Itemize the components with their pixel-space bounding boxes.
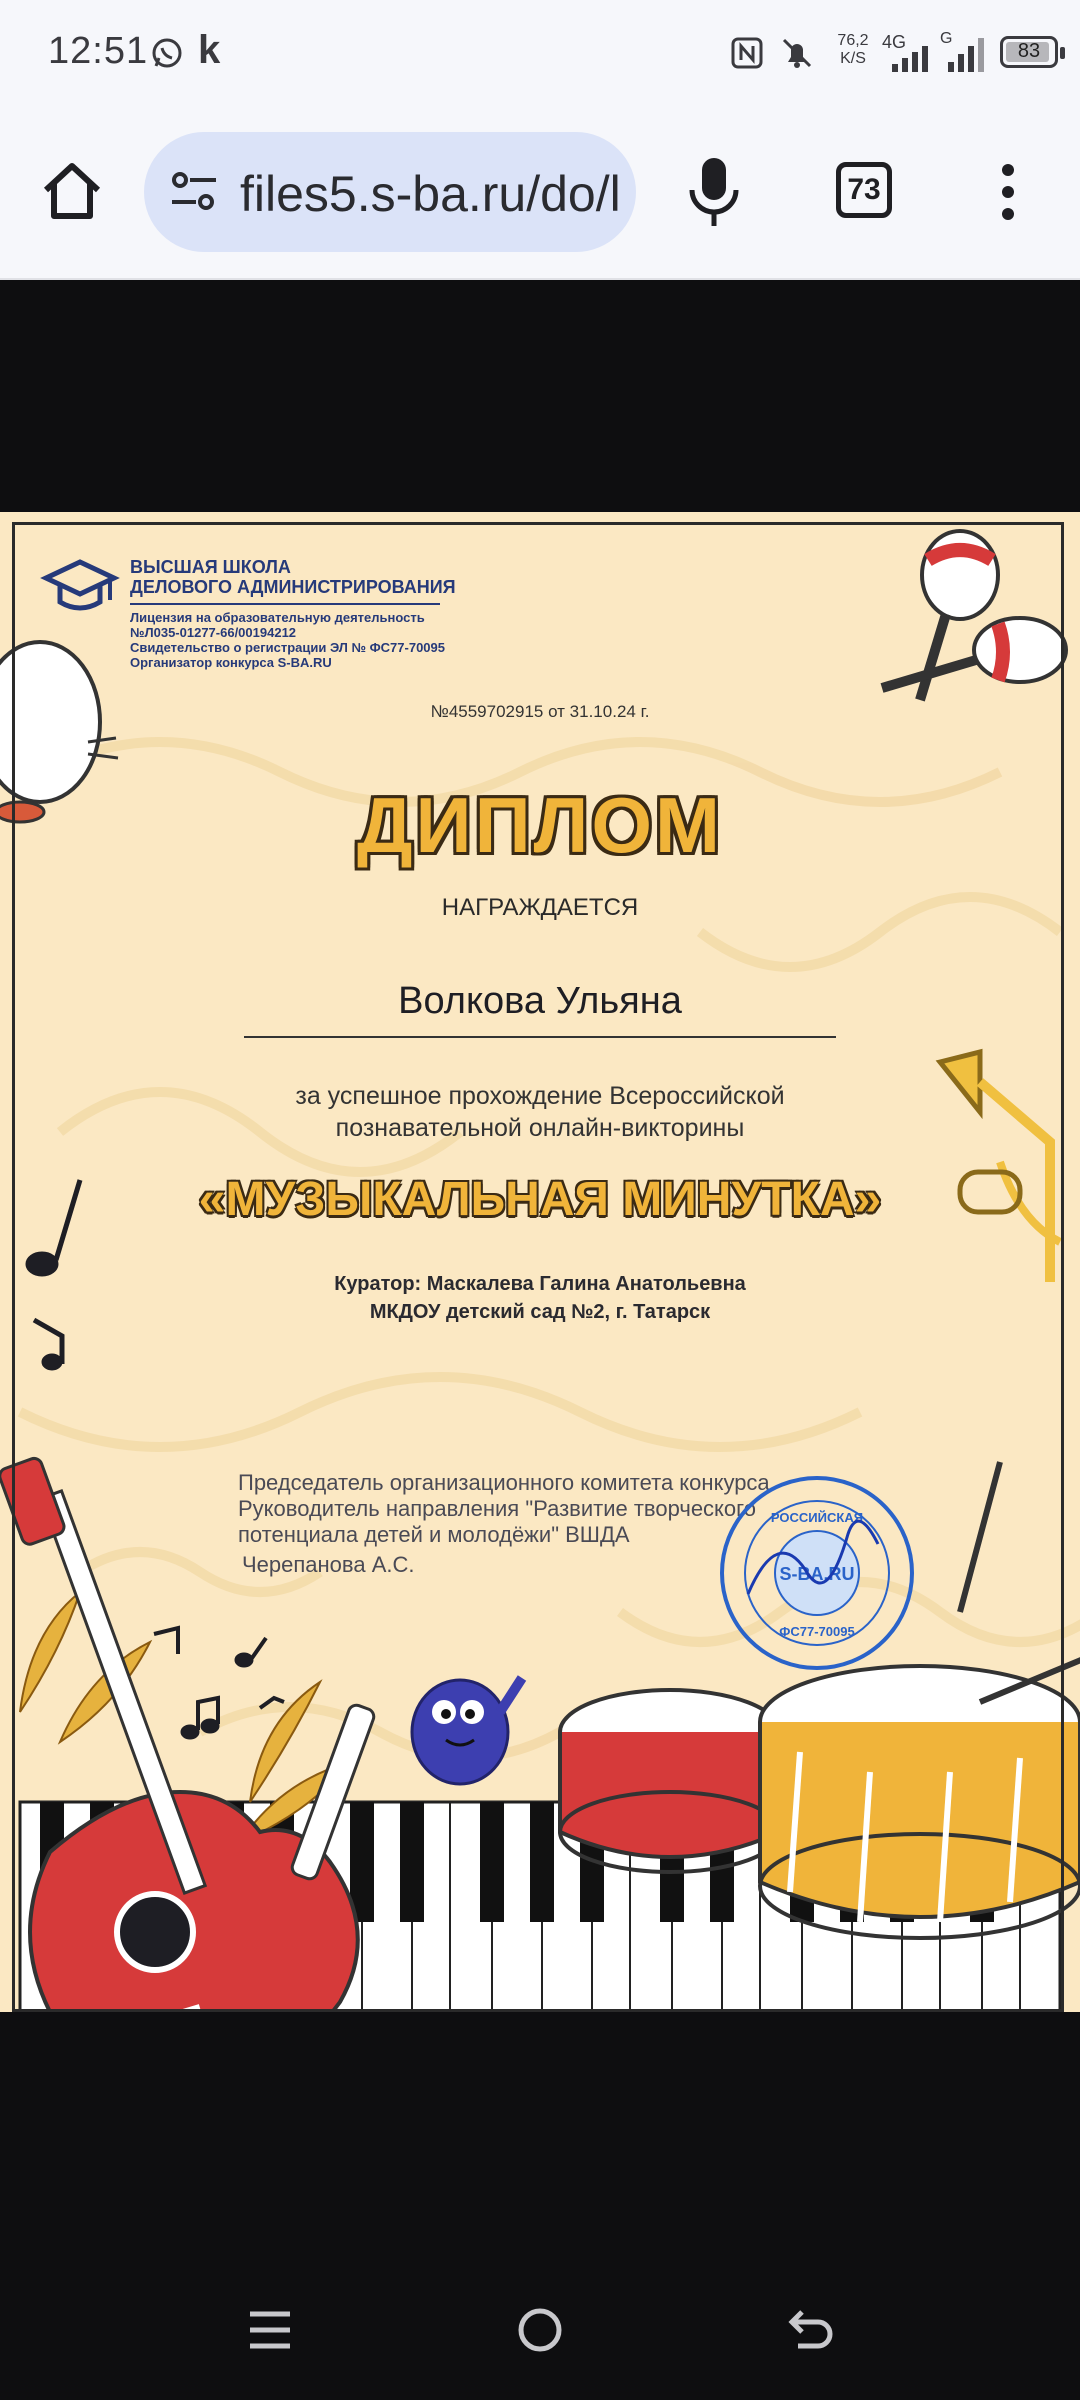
home-circle-icon[interactable] [510, 2300, 570, 2360]
committee-chair: Председатель организационного комитета конкурса Руководитель направления "Развитие творческого потенциала детей и молодёжи" ВШДА [238, 1470, 770, 1547]
address-bar[interactable] [144, 132, 636, 252]
url-text[interactable]: files5.s-ba.ru/do/l [240, 166, 621, 222]
stamp-bottom-text: ФС77-70095 [779, 1624, 855, 1639]
diploma-image [0, 512, 1080, 2320]
whatsapp-icon [150, 36, 184, 70]
chair-name: Черепанова А.С. [242, 1552, 415, 1577]
nfc-icon [730, 36, 764, 70]
recipient-underline [244, 1036, 836, 1038]
diploma-border [12, 522, 1064, 2012]
home-icon[interactable] [38, 156, 106, 224]
diploma-title: ДИПЛОМ [356, 781, 724, 869]
k-icon: k [198, 28, 221, 72]
org-name: ВЫСШАЯ ШКОЛА ДЕЛОВОГО АДМИНИСТРИРОВАНИЯ [130, 557, 456, 597]
more-icon[interactable] [988, 160, 1028, 224]
signal-icon [944, 36, 988, 74]
browser-toolbar [0, 110, 1080, 280]
license-info: Лицензия на образовательную деятельность №Л035-01277-66/00194212 Свидетельство о регистрации ЭЛ № ФС77-70095 Организатор конкурса S-BA.RU [130, 610, 445, 670]
battery-icon: 83 [1000, 36, 1058, 68]
back-icon[interactable] [780, 2300, 840, 2360]
net-speed: 76,2 K/S [837, 32, 869, 67]
site-settings-icon[interactable] [170, 170, 218, 214]
recents-icon[interactable] [240, 2300, 300, 2360]
signal-icon [890, 44, 934, 74]
clock: 12:51 [48, 30, 149, 72]
award-reason: за успешное прохождение Всероссийской познавательной онлайн-викторины [295, 1082, 785, 1142]
official-stamp [718, 1474, 916, 1672]
mute-icon [778, 34, 816, 72]
network-type: 4G [882, 32, 907, 52]
stamp-top-text: РОССИЙСКАЯ [770, 1510, 864, 1525]
status-bar [0, 0, 1080, 110]
system-nav-bar [0, 2260, 1080, 2400]
document-number: №4559702915 от 31.10.24 г. [430, 702, 650, 721]
document-viewer[interactable] [0, 280, 1080, 2260]
tabs-button[interactable]: 73 [836, 162, 892, 218]
awarded-label: НАГРАЖДАЕТСЯ [441, 894, 639, 921]
contest-name: «МУЗЫКАЛЬНАЯ МИНУТКА» [198, 1173, 882, 1226]
curator-info: Куратор: Маскалева Галина Анатольевна МКДОУ детский сад №2, г. Татарск [334, 1273, 746, 1323]
recipient-name: Волкова Ульяна [398, 980, 682, 1022]
sim2-label: G [940, 30, 953, 47]
mic-icon[interactable] [684, 154, 744, 230]
stamp-center-text: S-BA.RU [779, 1564, 855, 1584]
